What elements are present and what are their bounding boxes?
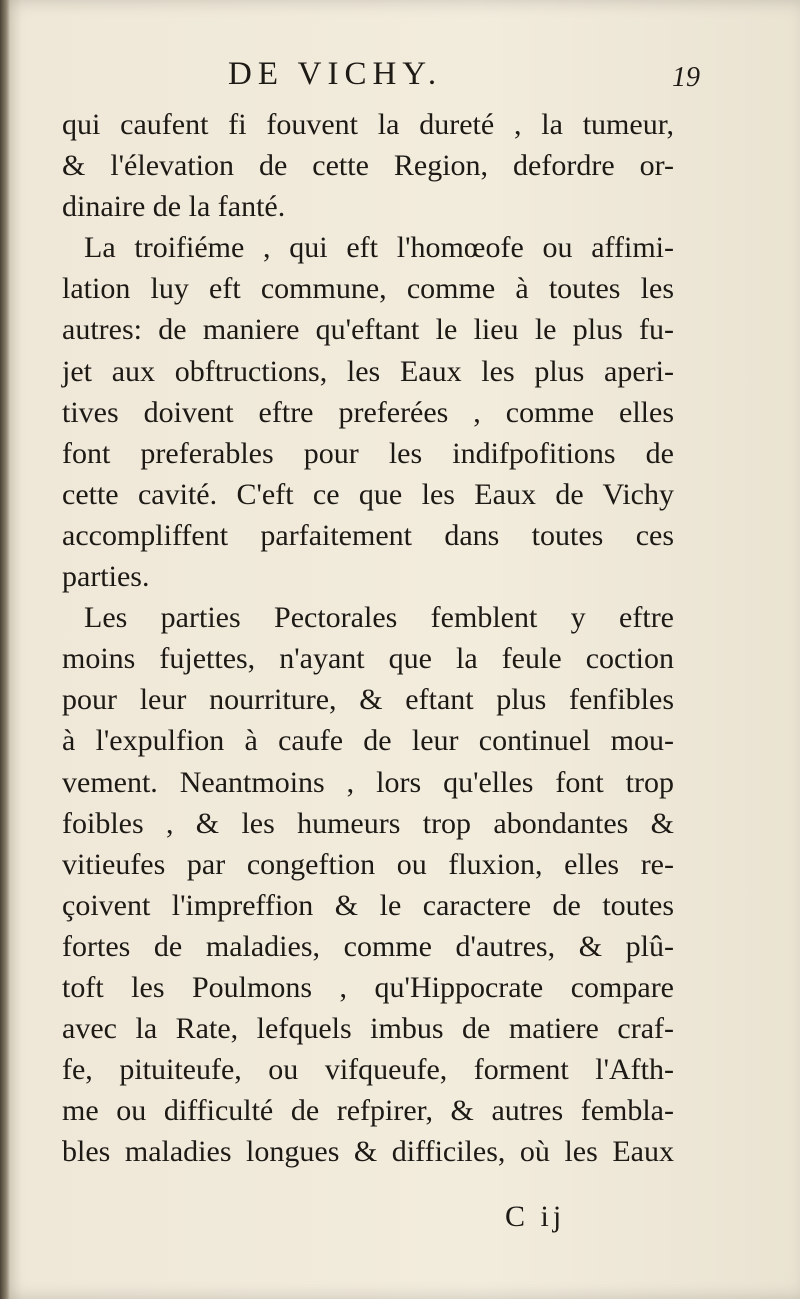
text-line: vement. Neantmoins , lors qu'elles font trop <box>62 765 674 799</box>
text-line: qui caufent fi fouvent la dureté , la tumeur, <box>62 108 674 141</box>
running-title: DE VICHY. <box>228 56 443 92</box>
page-gutter <box>0 0 10 1299</box>
text-line: cette cavité. C'eft ce que les Eaux de Vichy <box>62 477 674 511</box>
text-line: lation luy eft commune, comme à toutes les <box>62 272 674 306</box>
text-line: fe, pituiteufe, ou vifqueufe, forment l'Afth- <box>62 1053 674 1087</box>
text-line: autres: de maniere qu'eftant le lieu le plus fu- <box>62 313 674 347</box>
text-line: Les parties Pectorales femblent y eftre <box>84 601 674 635</box>
text-line: tives doivent eftre preferées , comme elles <box>62 395 674 429</box>
text-line: moins fujettes, n'ayant que la feule coction <box>62 642 674 676</box>
text-line: dinaire de la fanté. <box>62 190 286 224</box>
text-line: font preferables pour les indifpofitions de <box>62 436 674 470</box>
text-line: fortes de maladies, comme d'autres, & plû- <box>62 929 674 963</box>
text-line: foibles , & les humeurs trop abondantes & <box>62 806 674 840</box>
text-line: bles maladies longues & difficiles, où les Eaux <box>62 1135 674 1169</box>
text-line: parties. <box>62 560 150 594</box>
text-line: toft les Poulmons , qu'Hippocrate compare <box>62 970 674 1004</box>
body-text <box>62 104 674 1172</box>
text-line: & l'élevation de cette Region, defordre or- <box>62 149 674 183</box>
text-line: La troifiéme , qui eft l'homœofe ou affimi- <box>84 231 674 265</box>
signature-mark: C ij <box>505 1200 566 1233</box>
page-header <box>60 52 700 100</box>
page-number: 19 <box>672 62 700 93</box>
text-line: me ou difficulté de refpirer, & autres fembla- <box>62 1094 674 1128</box>
text-line: jet aux obftructions, les Eaux les plus aperi- <box>62 354 674 388</box>
text-line: vitieufes par congeftion ou fluxion, elles re- <box>62 847 674 881</box>
text-line: çoivent l'impreffion & le caractere de toutes <box>62 888 674 922</box>
text-line: à l'expulfion à caufe de leur continuel mou- <box>62 724 674 758</box>
text-line: avec la Rate, lefquels imbus de matiere craf- <box>62 1012 674 1046</box>
text-line: accompliffent parfaitement dans toutes ces <box>62 518 674 552</box>
text-line: pour leur nourriture, & eftant plus fenfibles <box>62 683 674 717</box>
